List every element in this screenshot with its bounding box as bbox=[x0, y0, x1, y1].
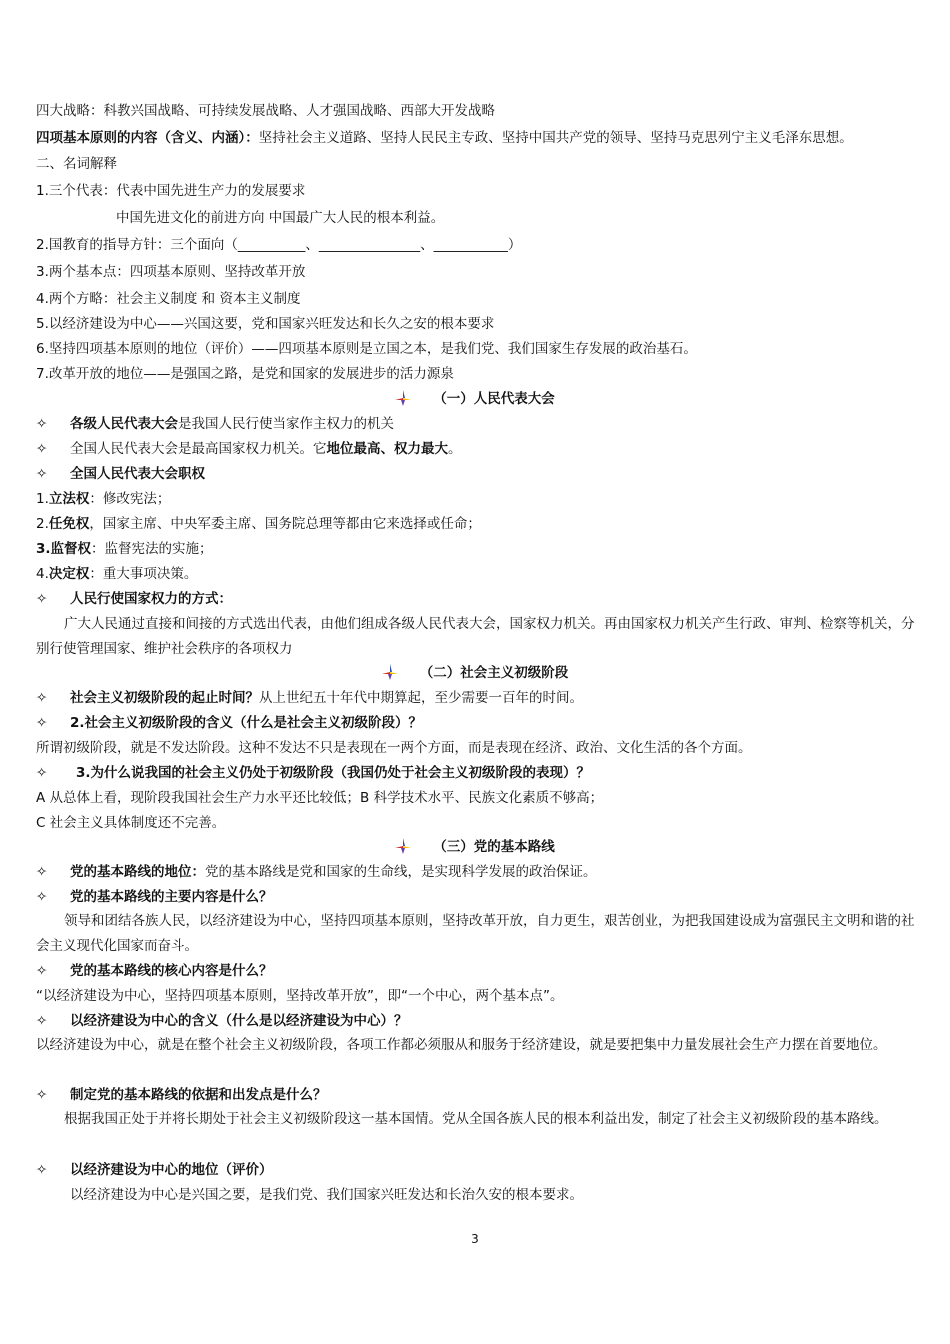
s1-item-3 bbox=[36, 538, 916, 560]
s3-q1-bold: 党的基本路线的地位： bbox=[70, 864, 205, 880]
s3-bullet-3 bbox=[36, 960, 916, 982]
s2-q3: 3.为什么说我国的社会主义仍处于初级阶段（我国仍处于社会主义初级阶段的表现）？ bbox=[76, 765, 591, 781]
term-3: 3.两个基本点：四项基本原则、坚持改革开放 bbox=[36, 264, 306, 280]
bullet-icon: ✧ bbox=[36, 715, 48, 731]
s3-q4: 以经济建设为中心的含义（什么是以经济建设为中心）？ bbox=[70, 1013, 408, 1029]
s1-i3-text: ：监督宪法的实施； bbox=[91, 541, 213, 557]
four-strategies-line: 四大战略：科教兴国战略、可持续发展战略、人才强国战略、西部大开发战略 bbox=[36, 103, 495, 119]
s2-q1-bold: 社会主义初级阶段的起止时间？ bbox=[70, 690, 259, 706]
s3-bullet-5 bbox=[36, 1084, 916, 1106]
section-3-title: （三）党的基本路线 bbox=[433, 839, 555, 855]
s3-q3: 党的基本路线的核心内容是什么？ bbox=[70, 963, 273, 979]
s1-i1-text: ：修改宪法； bbox=[89, 491, 171, 507]
s3-q6: 以经济建设为中心的地位（评价） bbox=[70, 1162, 273, 1178]
term-6: 6.坚持四项基本原则的地位（评价）——四项基本原则是立国之本，是我们党、我们国家生存发展的政治基石。 bbox=[36, 341, 697, 357]
s1-bullet-3 bbox=[36, 463, 916, 485]
s3-bullet-2 bbox=[36, 886, 916, 908]
s1-p1-rest: 是我国人民行使当家作主权力的机关 bbox=[178, 416, 394, 432]
bullet-icon: ✧ bbox=[36, 466, 48, 482]
bullet-icon: ✧ bbox=[36, 889, 48, 905]
s1-i4-bold: 决定权 bbox=[48, 566, 90, 582]
s3-bullet-6 bbox=[36, 1159, 916, 1181]
s3-q1-text: 党的基本路线是党和国家的生命线，是实现科学发展的政治保证。 bbox=[205, 864, 597, 880]
s2-q2: 2.社会主义初级阶段的含义（什么是社会主义初级阶段）？ bbox=[70, 715, 423, 731]
section-3-title-line bbox=[0, 836, 950, 858]
section-marker-icon bbox=[395, 390, 411, 406]
section-marker-icon bbox=[382, 664, 398, 680]
s1-i3-bold: 3.监督权 bbox=[36, 541, 92, 557]
s2-q1-text: 从上世纪五十年代中期算起，至少需要一百年的时间。 bbox=[259, 690, 583, 706]
s1-item-2 bbox=[36, 513, 916, 535]
s1-bullet-4 bbox=[36, 588, 916, 610]
term-1-continued: 中国先进文化的前进方向 中国最广大人民的根本利益。 bbox=[116, 210, 445, 226]
s3-answer-4: 以经济建设为中心，就是在整个社会主义初级阶段，各项工作都必须服从和服务于经济建设，就是要把集中力量发展社会生产力摆在首要地位。 bbox=[36, 1037, 887, 1053]
s1-p2-end: 。 bbox=[448, 441, 462, 457]
term-5: 5.以经济建设为中心——兴国这要，党和国家兴旺发达和长久之安的根本要求 bbox=[36, 316, 495, 332]
s1-p3: 全国人民代表大会职权 bbox=[70, 466, 205, 482]
s3-bullet-1 bbox=[36, 861, 916, 883]
bullet-icon: ✧ bbox=[36, 416, 48, 432]
s2-answer-3a: A 从总体上看，现阶段我国社会生产力水平还比较低；B 科学技术水平、民族文化素质不够高； bbox=[36, 790, 604, 806]
s3-bullet-4 bbox=[36, 1010, 916, 1032]
s1-p1-bold: 各级人民代表大会 bbox=[70, 416, 178, 432]
term-7: 7.改革开放的地位——是强国之路，是党和国家的发展进步的活力源泉 bbox=[36, 366, 454, 382]
s1-p2-text: 全国人民代表大会是最高国家权力机关。它 bbox=[70, 441, 327, 457]
bullet-icon: ✧ bbox=[36, 765, 48, 781]
bullet-icon: ✧ bbox=[36, 1087, 48, 1103]
bullet-icon: ✧ bbox=[36, 864, 48, 880]
s2-bullet-3 bbox=[36, 762, 916, 784]
s1-i2-bold: 任免权 bbox=[48, 516, 90, 532]
bullet-icon: ✧ bbox=[36, 441, 48, 457]
s1-i1-num: 1. bbox=[36, 491, 49, 507]
s3-q5: 制定党的基本路线的依据和出发点是什么？ bbox=[70, 1087, 327, 1103]
s2-bullet-2 bbox=[36, 712, 916, 734]
s1-item-1 bbox=[36, 488, 916, 510]
s3-answer-5: 根据我国正处于并将长期处于社会主义初级阶段这一基本国情。党从全国各族人民的根本利益出发，制定了社会主义初级阶段的基本路线。 bbox=[64, 1111, 888, 1127]
bullet-icon: ✧ bbox=[36, 591, 48, 607]
s1-i4-text: ：重大事项决策。 bbox=[89, 566, 198, 582]
s3-q2: 党的基本路线的主要内容是什么？ bbox=[70, 889, 273, 905]
s2-bullet-1 bbox=[36, 687, 916, 709]
s1-i4-num: 4. bbox=[36, 566, 49, 582]
bullet-icon: ✧ bbox=[36, 1162, 48, 1178]
bullet-icon: ✧ bbox=[36, 963, 48, 979]
s2-answer-3b: C 社会主义具体制度还不完善。 bbox=[36, 815, 226, 831]
four-principles-line bbox=[36, 127, 916, 149]
term-4: 4.两个方略：社会主义制度 和 资本主义制度 bbox=[36, 291, 301, 307]
s1-p2-bold: 地位最高、权力最大 bbox=[326, 441, 448, 457]
section-1-title: （一）人民代表大会 bbox=[433, 391, 555, 407]
s1-i2-num: 2. bbox=[36, 516, 49, 532]
s3-answer-3: “以经济建设为中心，坚持四项基本原则，坚持改革开放”，即“一个中心，两个基本点”。 bbox=[36, 988, 564, 1004]
section-2-title-line bbox=[0, 662, 950, 684]
term-2: 2.国教育的指导方针：三个面向（__________、_______________、___________） bbox=[36, 237, 522, 253]
section-marker-icon bbox=[395, 838, 411, 854]
section-1-title-line bbox=[0, 388, 950, 410]
bullet-icon: ✧ bbox=[36, 690, 48, 706]
s2-answer-2: 所谓初级阶段，就是不发达阶段。这种不发达不只是表现在一两个方面，而是表现在经济、政治、文化生活的各个方面。 bbox=[36, 740, 752, 756]
term-1: 1.三个代表：代表中国先进生产力的发展要求 bbox=[36, 183, 306, 199]
four-principles-text: 坚持社会主义道路、坚持人民民主专政、坚持中国共产党的领导、坚持马克思列宁主义毛泽东思想。 bbox=[258, 130, 853, 146]
s3-answer-2: 领导和团结各族人民，以经济建设为中心，坚持四项基本原则，坚持改革开放，自力更生，艰苦创业，为把我国建设成为富强民主文明和谐的社会主义现代化国家而奋斗。 bbox=[36, 913, 915, 954]
s3-answer-6: 以经济建设为中心是兴国之要，是我们党、我们国家兴旺发达和长治久安的根本要求。 bbox=[70, 1187, 583, 1203]
four-principles-label: 四项基本原则的内容（含义、内涵）： bbox=[36, 130, 259, 146]
s1-bullet-1 bbox=[36, 413, 916, 435]
section-2-title: （二）社会主义初级阶段 bbox=[419, 665, 569, 681]
s1-i1-bold: 立法权 bbox=[48, 491, 90, 507]
s1-item-4 bbox=[36, 563, 916, 585]
s1-i2-text: ，国家主席、中央军委主席、国务院总理等都由它来选择或任命； bbox=[89, 516, 481, 532]
s1-p4: 人民行使国家权力的方式： bbox=[70, 591, 232, 607]
page-number: 3 bbox=[471, 1232, 479, 1246]
s1-paragraph: 广大人民通过直接和间接的方式选出代表，由他们组成各级人民代表大会，国家权力机关。再由国家权力机关产生行政、审判、检察等机关，分别行使管理国家、维护社会秩序的各项权力 bbox=[36, 616, 915, 657]
s1-bullet-2 bbox=[36, 438, 916, 460]
terms-heading: 二、名词解释 bbox=[36, 156, 117, 172]
bullet-icon: ✧ bbox=[36, 1013, 48, 1029]
